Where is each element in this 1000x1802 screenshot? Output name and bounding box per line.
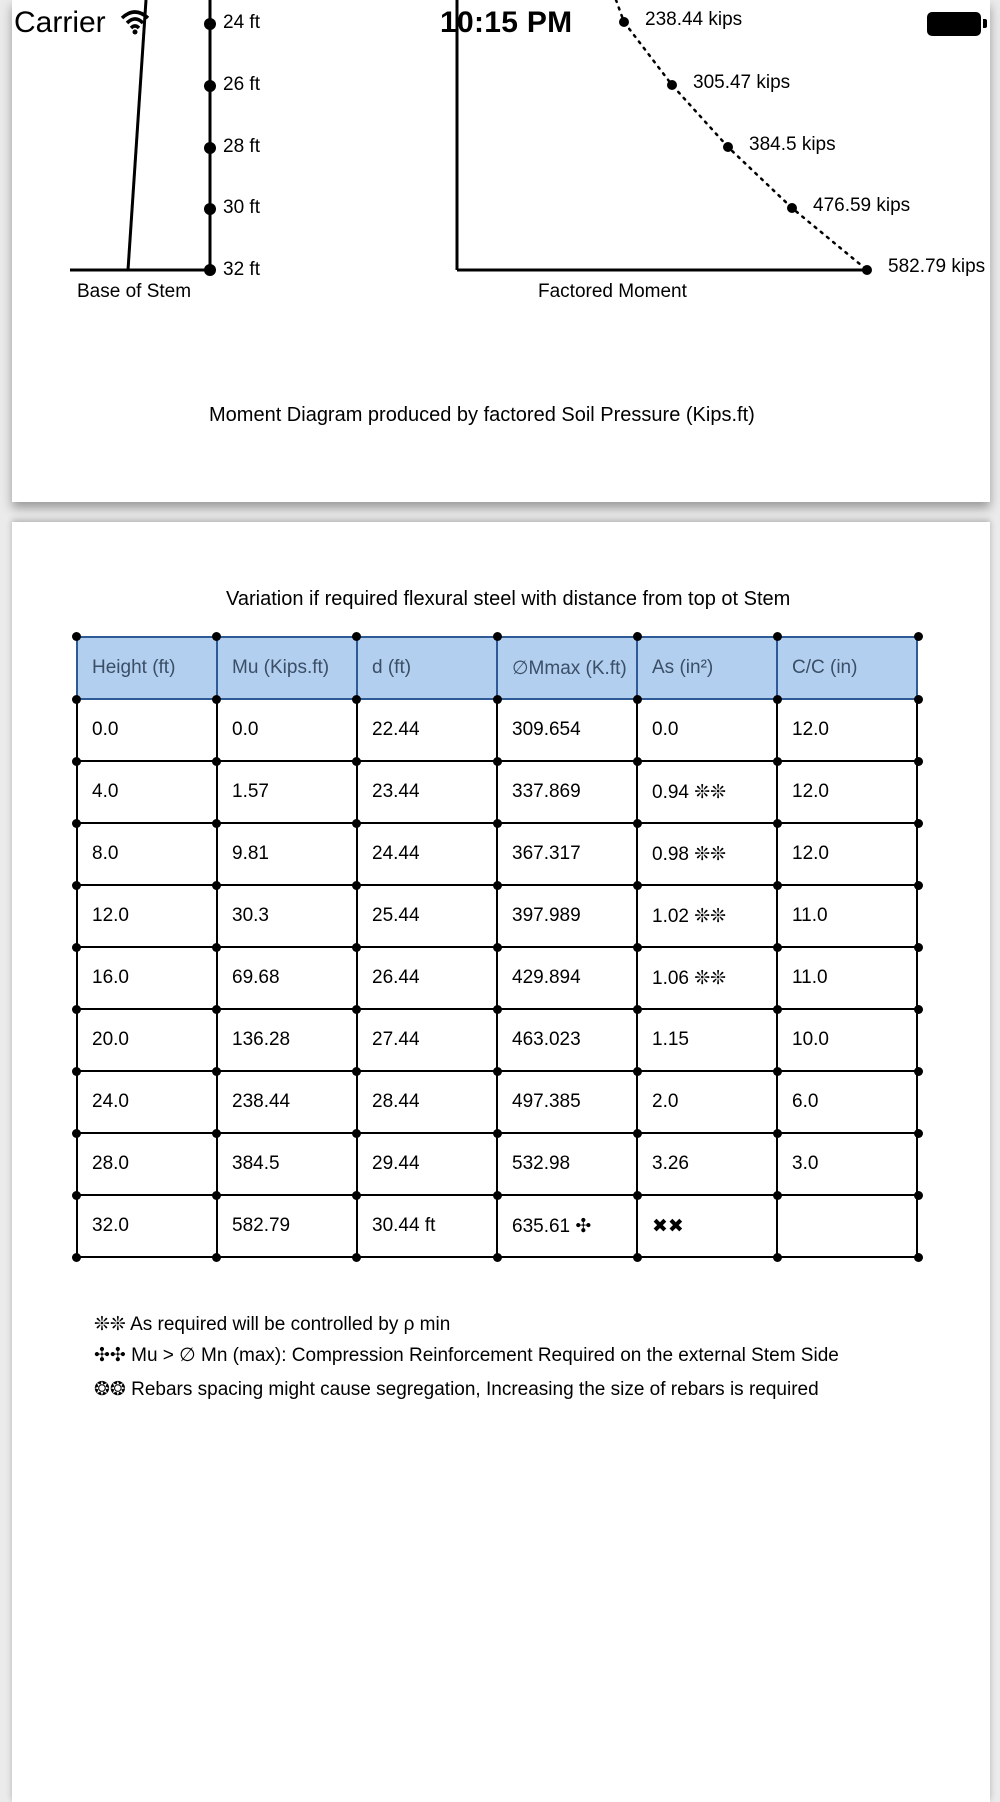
grid-node-dot	[493, 1005, 502, 1014]
grid-node-dot	[212, 1129, 221, 1138]
table-cell: 635.61 ✣	[497, 1195, 637, 1257]
grid-node-dot	[914, 1191, 923, 1200]
battery-icon	[927, 12, 981, 36]
grid-node-dot	[72, 695, 81, 704]
table-cell: 1.06 ❊❊	[637, 947, 777, 1009]
moment-label-3: 384.5 kips	[749, 134, 836, 155]
height-marker-28	[204, 142, 216, 154]
grid-node-dot	[633, 757, 642, 766]
grid-node-dot	[773, 819, 782, 828]
table-cell: 384.5	[217, 1133, 357, 1195]
grid-node-dot	[212, 695, 221, 704]
grid-node-dot	[212, 632, 221, 641]
grid-node-dot	[914, 1005, 923, 1014]
table-cell: 27.44	[357, 1009, 497, 1071]
base-of-stem-label: Base of Stem	[77, 281, 192, 302]
table-cell: 16.0	[77, 947, 217, 1009]
table-cell: 0.0	[217, 699, 357, 761]
moment-label-5: 582.79 kips	[888, 256, 986, 277]
moment-point-2	[667, 80, 677, 90]
battery-tip	[983, 19, 987, 28]
grid-node-dot	[352, 632, 361, 641]
grid-node-dot	[493, 819, 502, 828]
grid-node-dot	[72, 757, 81, 766]
table-cell: 309.654	[497, 699, 637, 761]
table-cell: 30.3	[217, 885, 357, 947]
table-cell: 1.02 ❊❊	[637, 885, 777, 947]
grid-node-dot	[352, 1005, 361, 1014]
factored-moment-label: Factored Moment	[538, 281, 687, 302]
grid-node-dot	[493, 757, 502, 766]
table-row	[77, 1071, 917, 1133]
table-cell: 429.894	[497, 947, 637, 1009]
height-marker-32	[204, 264, 216, 276]
table-cell: 1.15	[637, 1009, 777, 1071]
grid-node-dot	[633, 1005, 642, 1014]
grid-node-dot	[493, 943, 502, 952]
header-cc: C/C (in)	[777, 637, 917, 699]
grid-node-dot	[352, 695, 361, 704]
grid-node-dot	[212, 943, 221, 952]
table-cell: 337.869	[497, 761, 637, 823]
grid-node-dot	[773, 1253, 782, 1262]
grid-node-dot	[212, 1005, 221, 1014]
table-cell: 12.0	[77, 885, 217, 947]
table-cell: 10.0	[777, 1009, 917, 1071]
grid-node-dot	[773, 632, 782, 641]
moment-point-5	[862, 265, 872, 275]
table-cell: 2.0	[637, 1071, 777, 1133]
table-cell: 12.0	[777, 761, 917, 823]
grid-node-dot	[773, 1191, 782, 1200]
grid-node-dot	[212, 1191, 221, 1200]
table-title: Variation if required flexural steel with distance from top ot Stem	[226, 588, 791, 610]
grid-node-dot	[773, 1129, 782, 1138]
grid-node-dot	[914, 632, 923, 641]
grid-node-dot	[212, 881, 221, 890]
table-cell: 3.26	[637, 1133, 777, 1195]
table-cell: 497.385	[497, 1071, 637, 1133]
height-label-24: 24 ft	[223, 12, 260, 33]
table-cell: 1.57	[217, 761, 357, 823]
table-cell: 28.0	[77, 1133, 217, 1195]
table-cell: 397.989	[497, 885, 637, 947]
table-row	[77, 885, 917, 947]
table-cell: 23.44	[357, 761, 497, 823]
height-marker-30	[204, 203, 216, 215]
header-d: d (ft)	[357, 637, 497, 699]
grid-node-dot	[493, 1129, 502, 1138]
header-height: Height (ft)	[77, 637, 217, 699]
grid-node-dot	[212, 1067, 221, 1076]
table-cell: 32.0	[77, 1195, 217, 1257]
note-rho-min: ❊❊ As required will be controlled by ρ min	[94, 1314, 451, 1335]
grid-node-dot	[352, 881, 361, 890]
table-cell: 25.44	[357, 885, 497, 947]
table-cell: 0.0	[77, 699, 217, 761]
grid-node-dot	[914, 695, 923, 704]
table-cell: 4.0	[77, 761, 217, 823]
table-cell: 30.44 ft	[357, 1195, 497, 1257]
grid-node-dot	[212, 1253, 221, 1262]
grid-node-dot	[914, 943, 923, 952]
moment-label-1: 238.44 kips	[645, 9, 743, 30]
grid-node-dot	[493, 1191, 502, 1200]
grid-node-dot	[493, 695, 502, 704]
grid-node-dot	[493, 632, 502, 641]
table-row	[77, 1195, 917, 1257]
table-cell: 12.0	[777, 823, 917, 885]
table-cell: 8.0	[77, 823, 217, 885]
grid-node-dot	[633, 632, 642, 641]
grid-node-dot	[633, 695, 642, 704]
grid-node-dot	[352, 757, 361, 766]
table-cell: 582.79	[217, 1195, 357, 1257]
table-cell: 20.0	[77, 1009, 217, 1071]
grid-node-dot	[914, 819, 923, 828]
height-label-26: 26 ft	[223, 74, 260, 95]
table-row	[77, 1009, 917, 1071]
grid-node-dot	[773, 757, 782, 766]
height-marker-26	[204, 80, 216, 92]
grid-node-dot	[773, 943, 782, 952]
grid-node-dot	[352, 943, 361, 952]
table-row	[77, 947, 917, 1009]
note-compression-reinforcement: ✣✣ Mu > ∅ Mn (max): Compression Reinforcement Required on the external Stem Side	[94, 1345, 839, 1366]
grid-node-dot	[633, 1191, 642, 1200]
moment-diagram-caption: Moment Diagram produced by factored Soil Pressure (Kips.ft)	[209, 404, 755, 426]
grid-node-dot	[352, 1129, 361, 1138]
table-header-row	[77, 637, 917, 699]
grid-node-dot	[633, 1067, 642, 1076]
table-cell: 22.44	[357, 699, 497, 761]
grid-node-dot	[633, 943, 642, 952]
grid-node-dot	[633, 1253, 642, 1262]
grid-node-dot	[493, 1253, 502, 1262]
header-as: As (in²)	[637, 637, 777, 699]
grid-node-dot	[352, 1191, 361, 1200]
moment-point-4	[787, 203, 797, 213]
grid-node-dot	[773, 1005, 782, 1014]
status-bar	[0, 0, 1000, 48]
grid-node-dot	[72, 943, 81, 952]
table-cell: 9.81	[217, 823, 357, 885]
moment-label-2: 305.47 kips	[693, 72, 791, 93]
table-cell	[777, 1195, 917, 1257]
table-cell: 11.0	[777, 885, 917, 947]
grid-node-dot	[72, 632, 81, 641]
table-cell: 3.0	[777, 1133, 917, 1195]
grid-node-dot	[352, 819, 361, 828]
grid-node-dot	[72, 1067, 81, 1076]
moment-point-3	[723, 142, 733, 152]
table-cell: 532.98	[497, 1133, 637, 1195]
height-label-28: 28 ft	[223, 136, 260, 157]
grid-node-dot	[352, 1253, 361, 1262]
grid-node-dot	[72, 1253, 81, 1262]
table-cell: 0.98 ❊❊	[637, 823, 777, 885]
table-cell: 24.44	[357, 823, 497, 885]
grid-node-dot	[773, 695, 782, 704]
grid-node-dot	[914, 881, 923, 890]
table-cell: 26.44	[357, 947, 497, 1009]
wifi-icon	[120, 8, 150, 36]
grid-node-dot	[914, 1253, 923, 1262]
grid-node-dot	[493, 1067, 502, 1076]
table-cell: 6.0	[777, 1071, 917, 1133]
table-cell: 12.0	[777, 699, 917, 761]
table-cell: ✖✖	[637, 1195, 777, 1257]
grid-node-dot	[352, 1067, 361, 1076]
table-cell: 136.28	[217, 1009, 357, 1071]
grid-node-dot	[773, 881, 782, 890]
grid-node-dot	[72, 881, 81, 890]
grid-node-dot	[914, 1067, 923, 1076]
note-rebar-spacing: ❂❂ Rebars spacing might cause segregation, Increasing the size of rebars is required	[94, 1379, 819, 1400]
table-row	[77, 699, 917, 761]
moment-label-4: 476.59 kips	[813, 195, 911, 216]
grid-node-dot	[914, 1129, 923, 1138]
height-label-32: 32 ft	[223, 259, 260, 280]
table-cell: 29.44	[357, 1133, 497, 1195]
table-cell: 24.0	[77, 1071, 217, 1133]
grid-node-dot	[633, 819, 642, 828]
header-mmax: ∅Mmax (K.ft)	[497, 637, 637, 699]
grid-node-dot	[72, 819, 81, 828]
grid-node-dot	[72, 1191, 81, 1200]
grid-node-dot	[633, 1129, 642, 1138]
table-cell: 0.0	[637, 699, 777, 761]
table-cell: 69.68	[217, 947, 357, 1009]
grid-node-dot	[914, 757, 923, 766]
table-cell: 11.0	[777, 947, 917, 1009]
table-cell: 238.44	[217, 1071, 357, 1133]
grid-node-dot	[72, 1129, 81, 1138]
grid-node-dot	[212, 757, 221, 766]
carrier-label: Carrier	[14, 6, 106, 39]
moment-diagram-card	[12, 0, 990, 502]
grid-node-dot	[633, 881, 642, 890]
grid-node-dot	[72, 1005, 81, 1014]
grid-node-dot	[493, 881, 502, 890]
table-cell: 28.44	[357, 1071, 497, 1133]
clock-time: 10:15 PM	[440, 6, 573, 39]
table-row	[77, 761, 917, 823]
table-cell: 463.023	[497, 1009, 637, 1071]
table-row	[77, 823, 917, 885]
table-cell: 367.317	[497, 823, 637, 885]
table-cell: 0.94 ❊❊	[637, 761, 777, 823]
header-mu: Mu (Kips.ft)	[217, 637, 357, 699]
grid-node-dot	[212, 819, 221, 828]
table-row	[77, 1133, 917, 1195]
height-label-30: 30 ft	[223, 197, 260, 218]
grid-node-dot	[773, 1067, 782, 1076]
